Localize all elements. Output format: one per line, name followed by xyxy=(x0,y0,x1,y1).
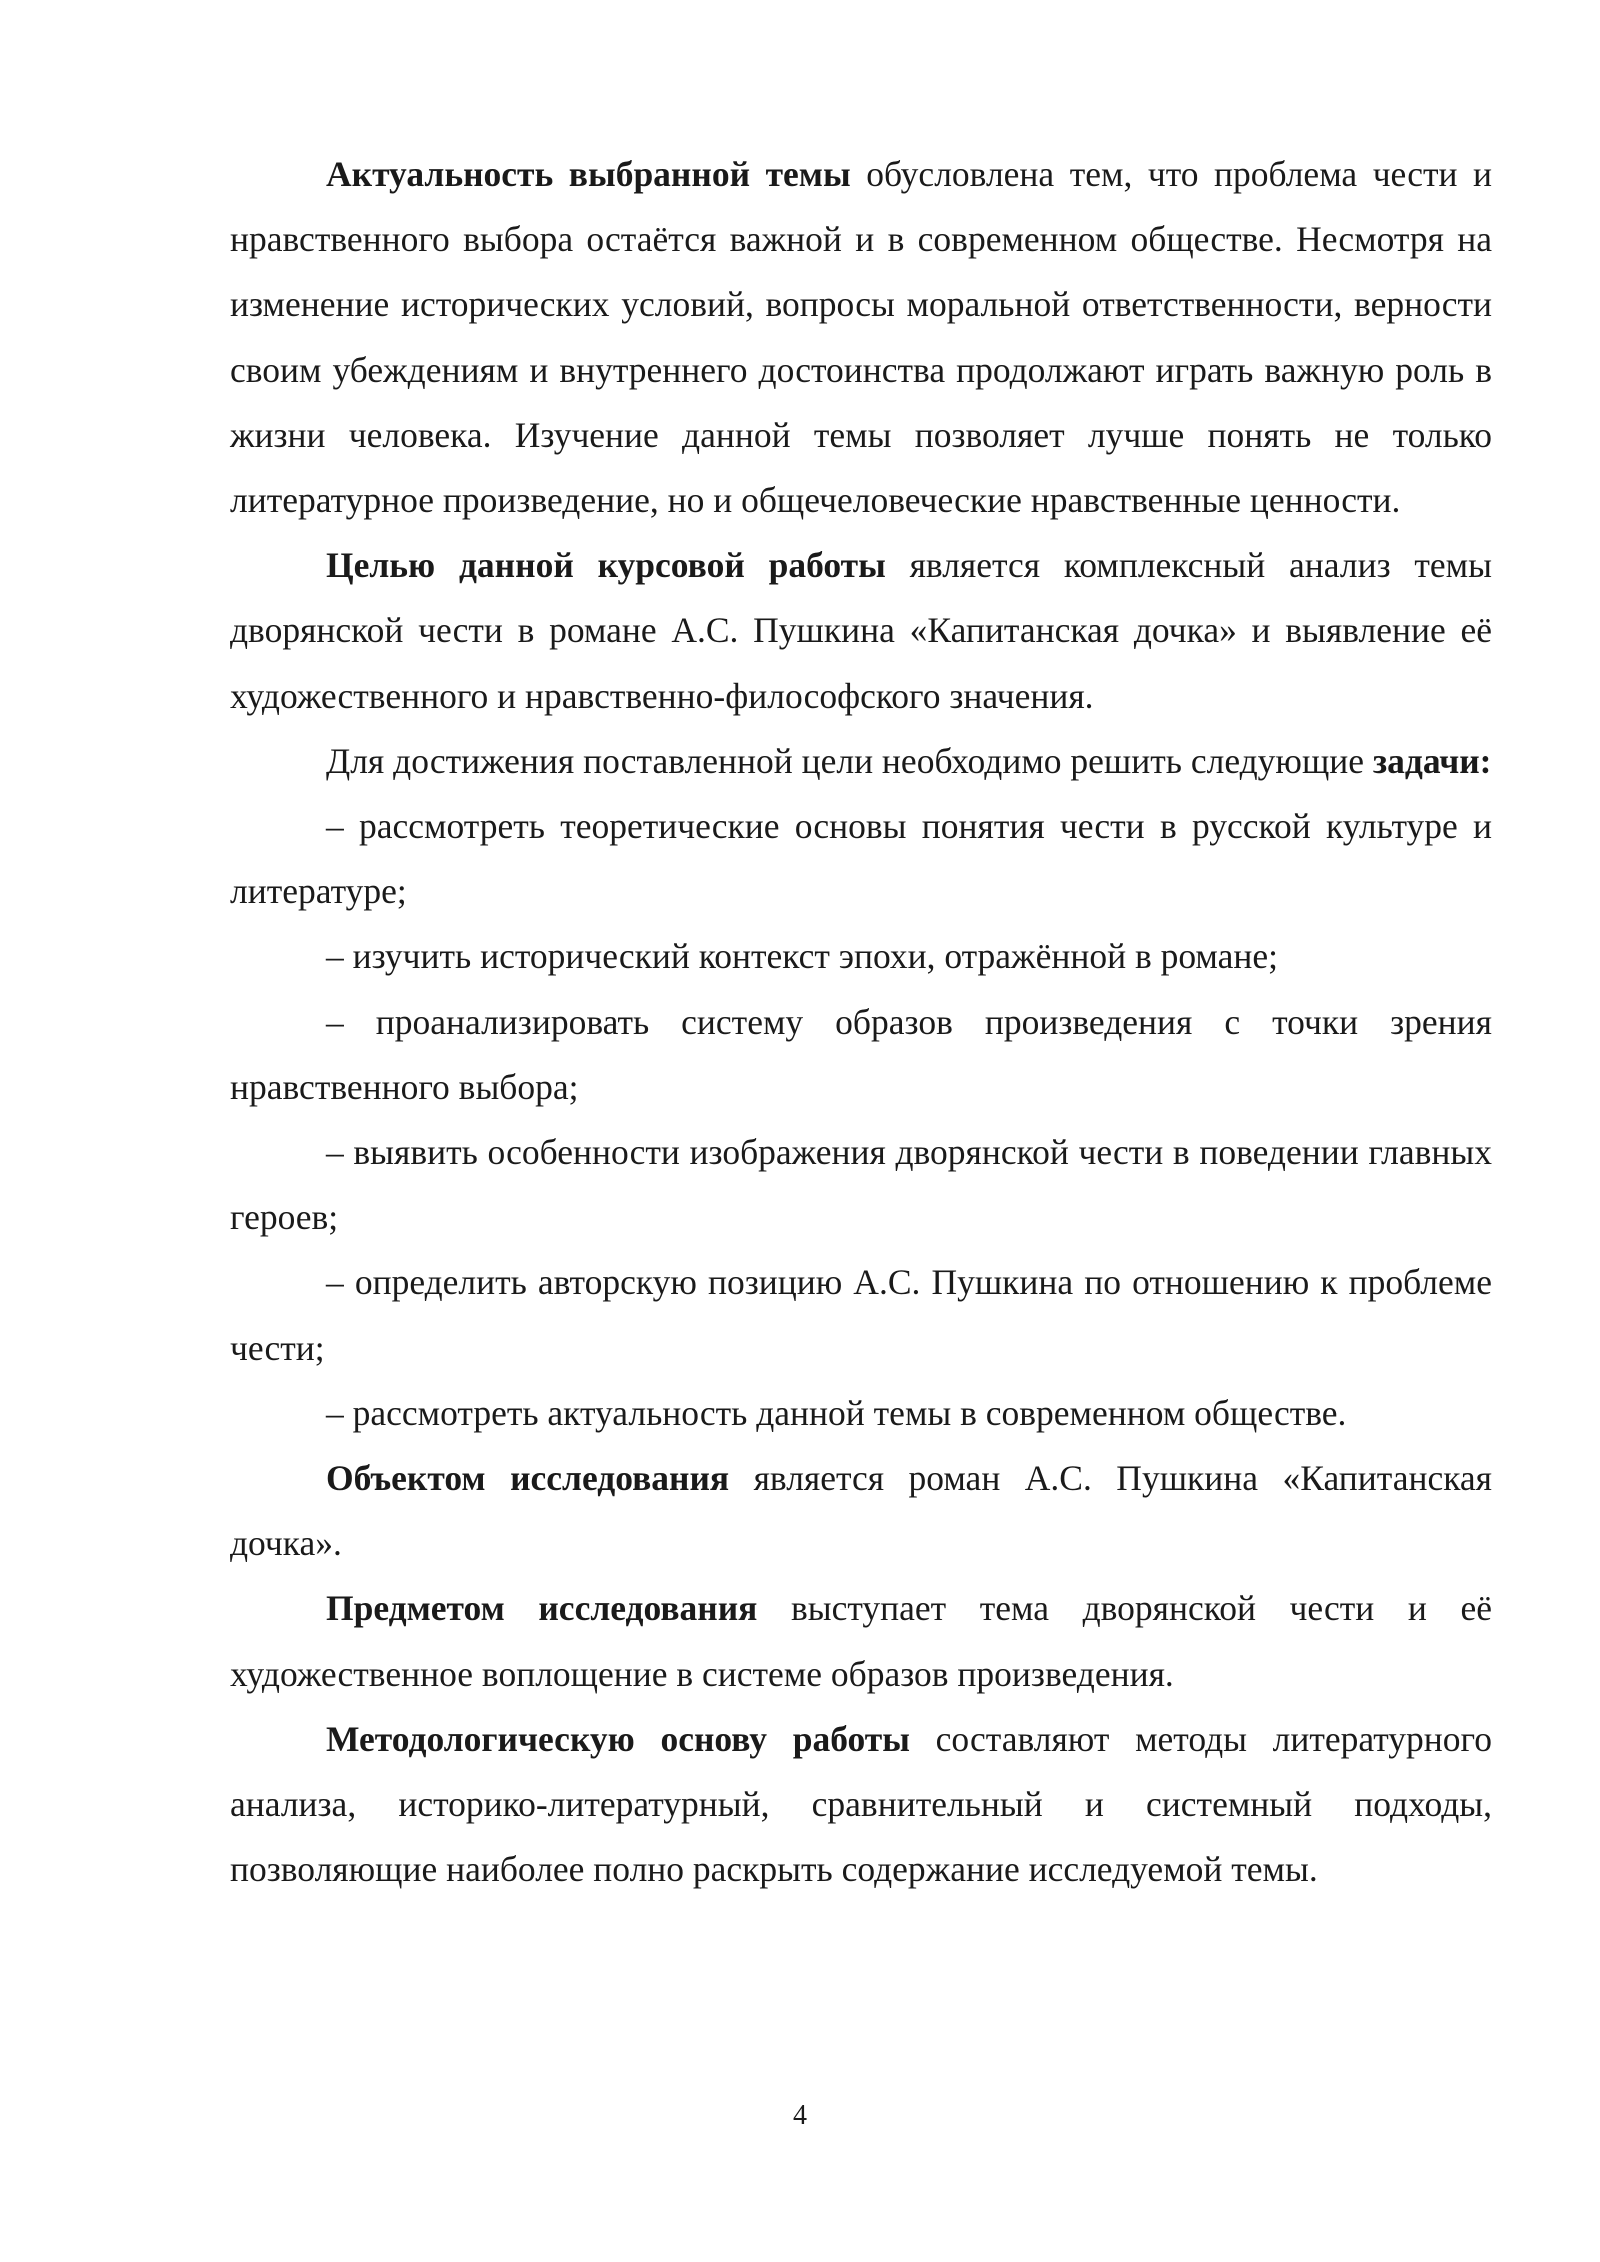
paragraph-goal xyxy=(230,533,1492,729)
term-tasks: задачи: xyxy=(1372,740,1492,781)
paragraph-tasks-intro xyxy=(230,729,1492,794)
paragraph-relevance xyxy=(230,142,1492,533)
paragraph-goal-text: является комплексный анализ темы дворянской чести в романе А.С. Пушкина «Капитанская дочка» и выявление её художественного и нравственно-философского значения. xyxy=(230,545,1492,716)
paragraph-object-text: является роман А.С. Пушкина «Капитанская дочка». xyxy=(230,1458,1492,1564)
document-body xyxy=(230,142,1492,1902)
task-item: – рассмотреть актуальность данной темы в современном обществе. xyxy=(326,1392,1347,1433)
term-methodology: Методологическую основу работы xyxy=(326,1718,910,1759)
paragraph-subject-text: выступает тема дворянской чести и её художественное воплощение в системе образов произведения. xyxy=(230,1588,1492,1694)
paragraph-subject xyxy=(230,1576,1492,1706)
term-subject: Предметом исследования xyxy=(326,1588,758,1629)
task-item: – определить авторскую позицию А.С. Пушкина по отношению к проблеме чести; xyxy=(230,1262,1492,1368)
task-item: – рассмотреть теоретические основы понятия чести в русской культуре и литературе; xyxy=(230,806,1492,912)
paragraph-methodology-text: составляют методы литературного анализа, историко-литературный, сравнительный и системный подходы, позволяющие наиболее полно раскрыть содержание исследуемой темы. xyxy=(230,1718,1492,1890)
paragraph-methodology xyxy=(230,1707,1492,1903)
term-object: Объектом исследования xyxy=(326,1458,730,1499)
task-item: – изучить исторический контекст эпохи, отражённой в романе; xyxy=(326,936,1279,977)
paragraph-object xyxy=(230,1446,1492,1576)
term-relevance: Актуальность выбранной темы xyxy=(326,154,851,194)
task-item: – выявить особенности изображения дворянской чести в поведении главных героев; xyxy=(230,1132,1492,1238)
paragraph-tasks-intro-text: Для достижения поставленной цели необходимо решить следующие xyxy=(326,740,1373,781)
task-item: – проанализировать систему образов произведения с точки зрения нравственного выбора; xyxy=(230,1001,1492,1107)
paragraph-relevance-text: обусловлена тем, что проблема чести и нравственного выбора остаётся важной и в современном обществе. Несмотря на изменение исторических условий, вопросы моральной ответственности, верности своим убеждениям и внутреннего достоинства продолжают играть важную роль в жизни человека. Изучение данной темы позволяет лучше понять не только литературное произведение, но и общечеловеческие нравственные ценности. xyxy=(230,154,1492,521)
term-goal: Целью данной курсовой работы xyxy=(326,545,886,586)
page-number: 4 xyxy=(793,2100,807,2131)
